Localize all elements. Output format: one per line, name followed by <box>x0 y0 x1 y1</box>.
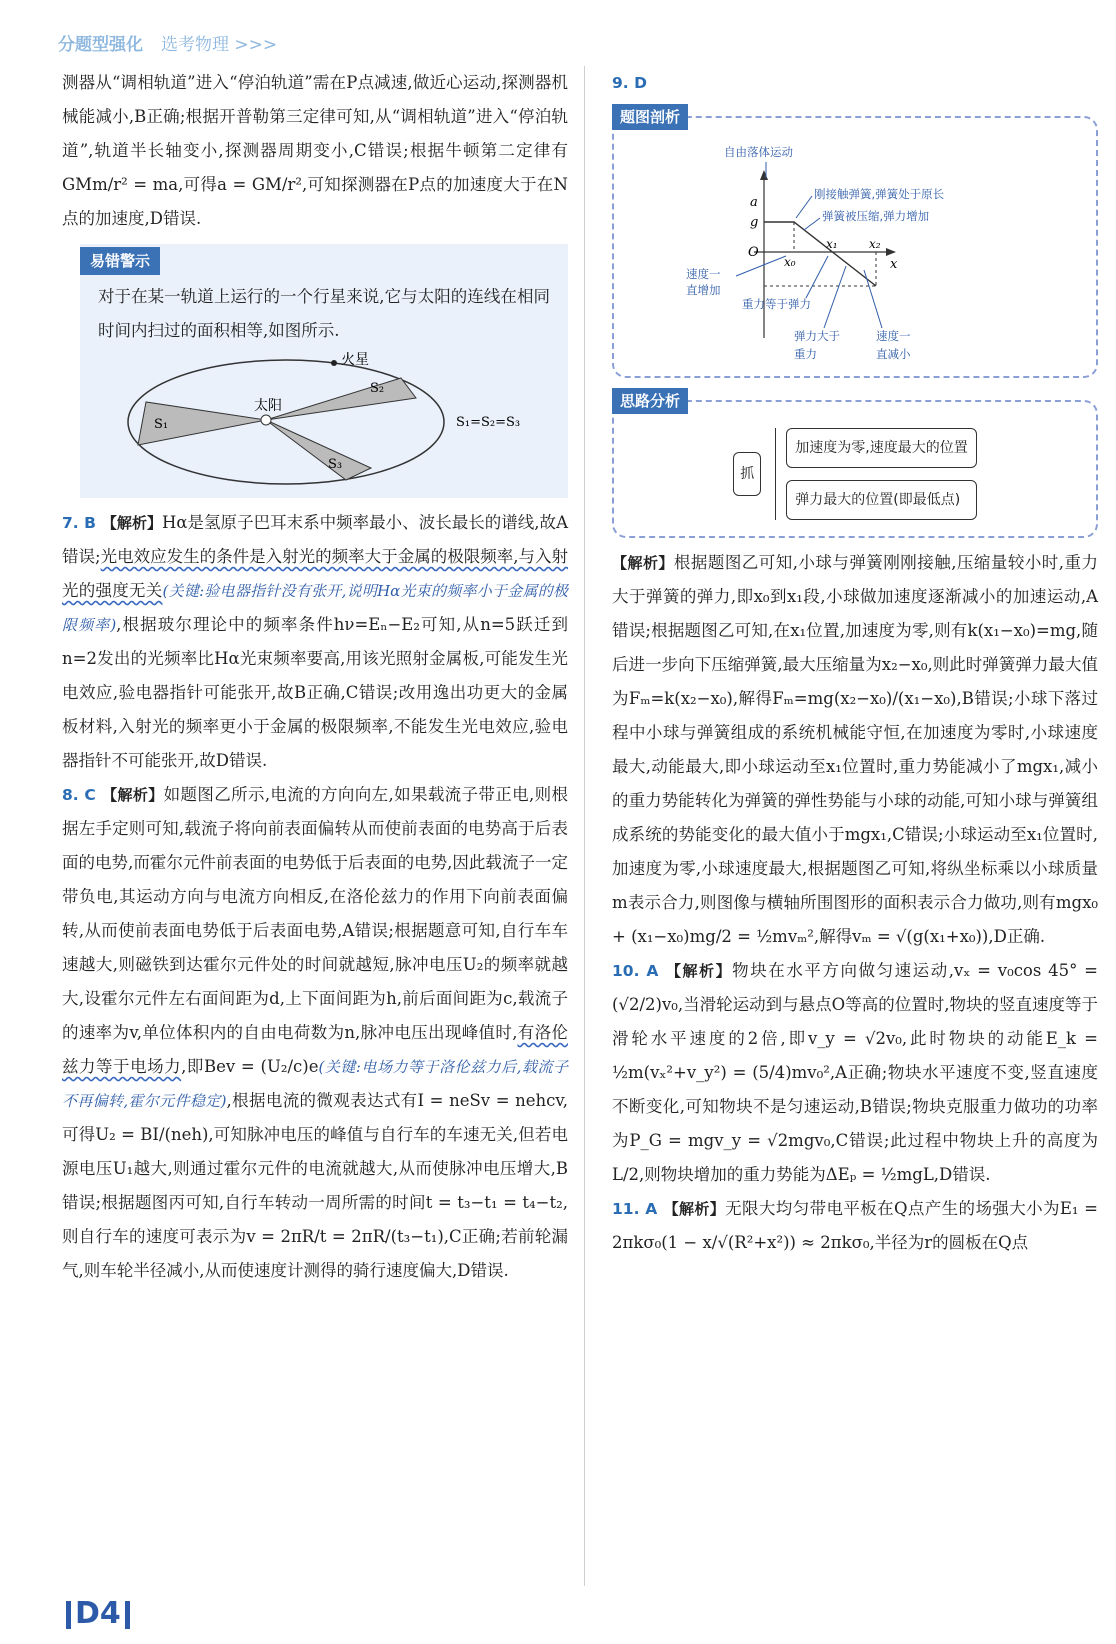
q11-tag: 【解析】 <box>663 1200 726 1218</box>
q9-number: 9. D <box>612 74 647 92</box>
q11-text: 无限大均匀带电平板在Q点产生的场强大小为E₁ = 2πkσ₀(1 − x/√(R²+x²)) ≈ 2πkσ₀,半径为r的圆板在Q点 <box>612 1199 1098 1252</box>
q8-text-e: ,根据电流的微观表达式有I = neSv = nehcv,可得U₂ = BI/(neh),可知脉冲电压的峰值与自行车的车速无关,但若电源电压U₁越大,则通过霍尔元件的电流就越大,从而使脉冲电压增大,B错误;根据题图丙可知,自行车转动一周所需的时间t = t₃−t₁ = t₄−t₂,则自行车的速度可表示为v = 2πR/t = 2πR/(t₃−t₁),C正确;若前轮漏气,则车轮半径减小,从而使速度计测得的骑行速度偏大,D错误. <box>62 1091 568 1280</box>
q7-tag: 【解析】 <box>101 514 162 532</box>
q10-tag: 【解析】 <box>664 962 733 980</box>
q10-number: 10. A <box>612 962 659 980</box>
label-slow-down-2: 直减小 <box>876 347 911 361</box>
q6-continued: 测器从“调相轨道”进入“停泊轨道”需在P点减速,做近心运动,探测器机械能减小,B正确;根据开普勒第三定律可知,从“调相轨道”进入“停泊轨道”,轨道半长轴变小,探测器周期变小,C错误;根据牛顿第二定律有GMm/r² = ma,可得a = GM/r²,可知探测器在P点的加速度大于在N点的加速度,D错误. <box>62 73 568 228</box>
q7-key-note: (关键:验电器指针没有张开,说明Hα光束的频率小于金属的极限频率) <box>62 582 569 634</box>
label-spring-greater-2: 重力 <box>794 347 817 361</box>
s2-label: S₂ <box>370 381 385 396</box>
q8-tag: 【解析】 <box>101 786 164 804</box>
slow-down-pointer <box>864 270 882 328</box>
mind-branch-2: 弹力最大的位置(即最低点) <box>786 480 976 520</box>
label-x: x <box>890 257 898 272</box>
label-x2: x₂ <box>869 237 881 251</box>
label-compressed: 弹簧被压缩,弹力增加 <box>822 209 930 223</box>
left-column <box>62 66 568 1288</box>
mind-map <box>614 402 1096 536</box>
q7-number: 7. B <box>62 514 96 532</box>
mind-branch-1: 加速度为零,速度最大的位置 <box>786 428 976 468</box>
area-s3 <box>266 420 371 480</box>
page-number: D4 <box>75 1596 121 1631</box>
q8-key-note: (关键:电场力等于洛伦兹力后,载流子不再偏转,霍尔元件稳定) <box>62 1058 569 1110</box>
q8-text-c: ,即Bev = (U₂/c)e <box>181 1057 319 1076</box>
header-subject: 选考物理 >>> <box>161 35 278 55</box>
thinking-analysis-box <box>612 392 1098 538</box>
diagram-analysis-box <box>612 108 1098 378</box>
q8-number: 8. C <box>62 786 96 804</box>
mind-root: 抓 <box>733 452 761 496</box>
label-slow-down-1: 速度一 <box>876 329 911 343</box>
q11-number: 11. A <box>612 1200 658 1218</box>
spring-graph <box>614 118 1094 372</box>
area-equation: S₁=S₂=S₃ <box>456 415 521 430</box>
s3-label: S₃ <box>328 457 343 472</box>
mars-dot <box>331 360 337 366</box>
sun-dot <box>261 415 271 425</box>
q10-solution <box>612 954 1098 1192</box>
q8-text-a: 如题图乙所示,电流的方向向左,如果载流子带正电,则根据左手定则可知,载流子将向前表面偏转从而使前表面的电势高于后表面的电势,而霍尔元件前表面的电势低于后表面的电势,因此载流子一定带负电,其运动方向与电流方向相反,在洛伦兹力的作用下向前表面偏转,从而使前表面电势低于后表面电势,A错误;根据题意可知,自行车车速越大,则磁铁到达霍尔元件处的时间就越短,脉冲电压U₂的频率就越大,设霍尔元件左右面间距为d,上下面间距为h,前后面间距为c,载流子的速率为v,单位体积内的自由电荷数为n,脉冲电压出现峰值时, <box>62 785 568 1042</box>
right-column <box>612 66 1098 1260</box>
diagram-box-title: 题图剖析 <box>612 104 688 130</box>
label-speed-up-1: 速度一 <box>686 267 721 281</box>
q9-text: 根据题图乙可知,小球与弹簧刚刚接触,压缩量较小时,重力大于弹簧的弹力,即x₀到x₁段,小球做加速度逐渐减小的加速运动,A错误;根据题图乙可知,在x₁位置,加速度为零,则有k(x₁−x₀)=mg,随后进一步向下压缩弹簧,最大压缩量为x₂−x₀,则此时弹簧弹力最大值为Fₘ=k(x₂−x₀),解得Fₘ=mg(x₂−x₀)/(x₁−x₀),B错误;小球下落过程中小球与弹簧组成的系统机械能守恒,在加速度为零时,小球速度最大,动能最大,即小球运动至x₁位置时,重力势能减小了mgx₁,减小的重力势能转化为弹簧的弹性势能与小球的动能,可知小球与弹簧组成系统的势能变化的最大值小于mgx₁,C错误;小球运动至x₁位置时,加速度为零,小球速度最大,根据题图乙可知,将纵坐标乘以小球质量m表示合力,则图像与横轴所围图形的面积表示合力做功,则有mgx₀ + (x₁−x₀)mg/2 = ½mvₘ²,解得vₘ = √(g(x₁+x₀)),D正确. <box>612 553 1098 946</box>
contact-pointer <box>796 196 812 218</box>
q7-solution <box>62 506 568 778</box>
mind-branches <box>775 428 976 520</box>
label-balance: 重力等于弹力 <box>742 297 811 311</box>
sun-label: 太阳 <box>254 398 282 414</box>
spring-greater-pointer <box>824 266 846 328</box>
label-g: g <box>750 215 759 230</box>
accel-curve <box>764 222 876 286</box>
q11-solution <box>612 1192 1098 1260</box>
page-header <box>58 30 277 55</box>
area-s2 <box>266 378 416 420</box>
warning-text: 对于在某一轨道上运行的一个行星来说,它与太阳的连线在相同时间内扫过的面积相等,如图所示. <box>98 287 550 340</box>
thinking-box-title: 思路分析 <box>612 388 688 414</box>
x-arrow <box>886 248 896 256</box>
label-x0: x₀ <box>784 255 796 269</box>
header-section: 分题型强化 <box>58 35 143 55</box>
q7-text-d: ,根据玻尔理论中的频率条件hν=Eₙ−E₂可知,从n=5跃迁到n=2发出的光频率比Hα光束频率要高,用该光照射金属板,可能发生光电效应,验电器指针可能张开,故B正确,C错误;改用逸出功更大的金属板材料,入射光的频率更小于金属的极限频率,不能发生光电效应,验电器指针不可能张开,故D错误. <box>62 615 568 770</box>
label-contact: 刚接触弹簧,弹簧处于原长 <box>814 187 945 201</box>
q7-text-b: 光电效应发生的条件是入射光的频率大于金属的极限频率,与入射光的强度无关 <box>62 547 568 600</box>
q8-solution <box>62 778 568 1288</box>
q7-text-a: Hα是氢原子巴耳末系中频率最小、波长最长的谱线,故A错误; <box>62 513 568 566</box>
footer-bar-right <box>125 1601 130 1629</box>
warning-title: 易错警示 <box>80 247 160 275</box>
column-divider <box>584 66 585 1586</box>
label-x1: x₁ <box>826 237 838 251</box>
y-arrow <box>760 170 768 180</box>
label-o: O <box>748 245 759 260</box>
speed-up-pointer <box>736 256 786 276</box>
q9-solution <box>612 546 1098 954</box>
mistake-warning-box <box>80 244 568 498</box>
mars-label: 火星 <box>341 352 369 368</box>
q9-tag: 【解析】 <box>612 554 674 572</box>
label-a: a <box>750 195 758 210</box>
s1-label: S₁ <box>154 417 169 432</box>
compressed-pointer <box>804 218 820 230</box>
label-spring-greater-1: 弹力大于 <box>794 329 840 343</box>
q8-text-b: 有洛伦兹力等于电场力 <box>62 1023 568 1076</box>
page-footer <box>62 1596 134 1631</box>
balance-pointer <box>806 256 828 298</box>
q10-text: 物块在水平方向做匀速运动,vₓ = v₀cos 45° = (√2/2)v₀,当滑轮运动到与悬点O等高的位置时,物块的竖直速度等于滑轮水平速度的2倍,即v_y = √2v₀,此时物块的动能E_k = ½m(vₓ²+v_y²) = (5/4)mv₀²,A正确;物块水平速度不变,竖直速度不断变化,可知物块不是匀速运动,B错误;物块克服重力做功的功率为P_G = mgv_y = √2mgv₀,C错误;此过程中物块上升的高度为L/2,则物块增加的重力势能为ΔEₚ = ½mgL,D错误. <box>612 961 1098 1184</box>
footer-bar-left <box>66 1601 71 1629</box>
kepler-ellipse-diagram <box>116 350 556 490</box>
label-speed-up-2: 直增加 <box>686 283 721 297</box>
label-free-fall: 自由落体运动 <box>724 145 793 159</box>
